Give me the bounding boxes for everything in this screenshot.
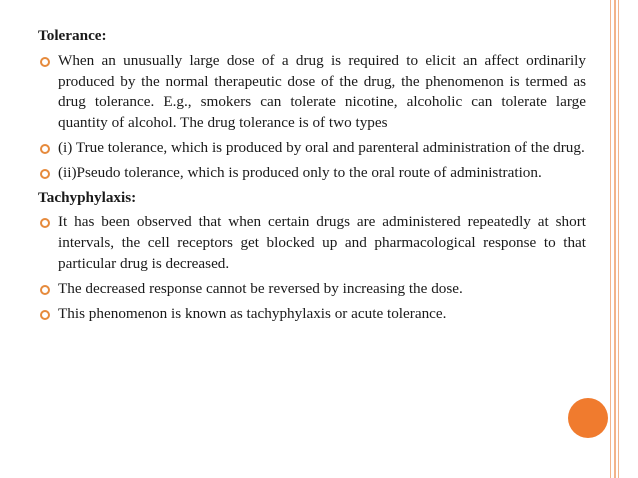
bullet-text: (ii)Pseudo tolerance, which is produced only to the oral route of administration. xyxy=(58,163,542,181)
circle-bullet-icon xyxy=(40,169,50,179)
bullet-text: This phenomenon is known as tachyphylaxis or acute tolerance. xyxy=(58,304,447,322)
list-item xyxy=(38,163,586,184)
bullet-text: (i) True tolerance, which is produced by oral and parenteral administration of the drug. xyxy=(58,138,585,156)
decorative-orange-circle xyxy=(568,398,608,438)
circle-bullet-icon xyxy=(40,310,50,320)
bullet-text: It has been observed that when certain drugs are administered repeatedly at short intervals, the cell receptors get blocked up and pharmacological response to that particular drug is decreased. xyxy=(58,213,586,272)
list-item xyxy=(38,304,586,325)
list-item xyxy=(38,51,586,134)
tachyphylaxis-bullet-list xyxy=(38,212,586,324)
list-item xyxy=(38,138,586,159)
circle-bullet-icon xyxy=(40,285,50,295)
tolerance-bullet-list xyxy=(38,51,586,184)
slide-content xyxy=(38,26,586,328)
bullet-text: The decreased response cannot be reversed by increasing the dose. xyxy=(58,279,463,297)
circle-bullet-icon xyxy=(40,218,50,228)
decorative-rail-line xyxy=(610,0,611,478)
circle-bullet-icon xyxy=(40,57,50,67)
section-heading-tachyphylaxis: Tachyphylaxis: xyxy=(38,188,137,206)
decorative-rail-line xyxy=(614,0,616,478)
section-heading-tolerance: Tolerance: xyxy=(38,27,107,44)
list-item xyxy=(38,279,586,300)
circle-bullet-icon xyxy=(40,144,50,154)
list-item xyxy=(38,212,586,274)
decorative-rail-line xyxy=(618,0,619,478)
bullet-text: When an unusually large dose of a drug is required to elicit an affect ordinarily produced by the normal therapeutic dose of the drug, the phenomenon is termed as drug tolerance. E.g., smokers can tolerate nicotine, alcoholic can tolerate large quantity of alcohol. The drug tolerance is of two types xyxy=(58,51,586,132)
